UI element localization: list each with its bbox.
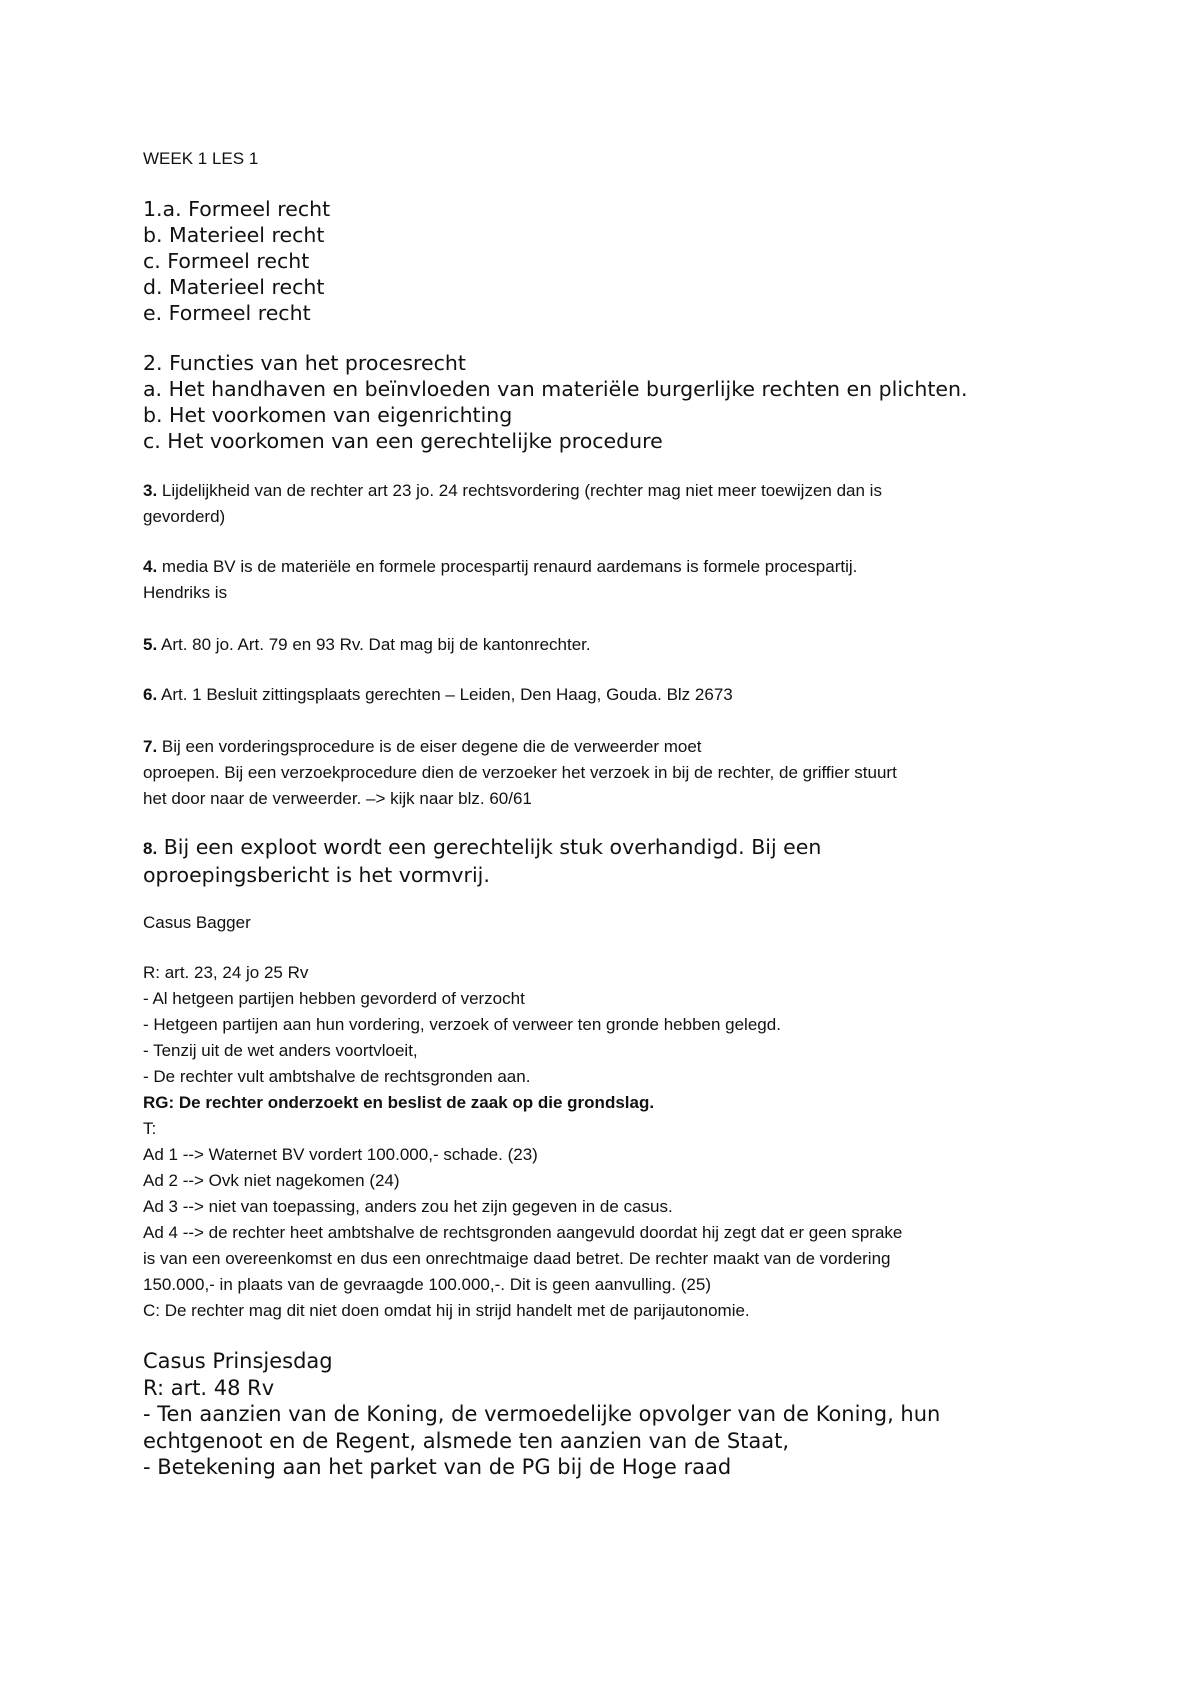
casus-bagger-body [143, 960, 1083, 1324]
application-item: 150.000,- in plaats van de gevraagde 100.000,-. Dit is geen aanvulling. (25) [143, 1275, 711, 1294]
answer-line: b. Het voorkomen van eigenrichting [143, 403, 513, 427]
answer-line: c. Formeel recht [143, 249, 310, 273]
application-item: Ad 1 --> Waternet BV vordert 100.000,- schade. (23) [143, 1145, 538, 1164]
rule-item: - Hetgeen partijen aan hun vordering, verzoek of verweer ten gronde hebben gelegd. [143, 1015, 781, 1034]
answer-line [143, 478, 1083, 504]
answer-line: oproepen. Bij een verzoekprocedure dien de verzoeker het verzoek in bij de rechter, de griffier stuurt [143, 763, 897, 782]
answer-line: Hendriks is [143, 583, 228, 602]
answer-text: Art. 80 jo. Art. 79 en 93 Rv. Dat mag bij de kantonrechter. [160, 635, 591, 654]
rule-item: - De rechter vult ambtshalve de rechtsgronden aan. [143, 1067, 531, 1086]
question-3 [143, 478, 1083, 530]
question-number: 5. [143, 635, 158, 654]
casus-prinsjesdag [143, 1348, 1083, 1481]
rule-item: - Tenzij uit de wet anders voortvloeit, [143, 1041, 418, 1060]
application-item: Ad 4 --> de rechter heet ambtshalve de rechtsgronden aangevuld doordat hij zegt dat er geen sprake [143, 1223, 903, 1242]
question-number: 8. [143, 839, 158, 858]
casus-bagger-title: Casus Bagger [143, 913, 251, 932]
question-number: 3. [143, 481, 158, 500]
section-1-answers [143, 196, 1083, 326]
answer-line: 1.a. Formeel recht [143, 197, 331, 221]
answer-text: Art. 1 Besluit zittingsplaats gerechten – Leiden, Den Haag, Gouda. Blz 2673 [160, 685, 733, 704]
section-2-functions [143, 350, 1083, 454]
question-number: 7. [143, 737, 158, 756]
answer-line: het door naar de verweerder. –> kijk naar blz. 60/61 [143, 789, 532, 808]
answer-line: e. Formeel recht [143, 301, 311, 325]
rule-item: - Betekening aan het parket van de PG bij de Hoge raad [143, 1455, 732, 1479]
answer-text: Bij een exploot wordt een gerechtelijk stuk overhandigd. Bij een [163, 835, 822, 859]
rule-reference: R: art. 48 Rv [143, 1375, 275, 1400]
answer-text: media BV is de materiële en formele procespartij renaurd aardemans is formele procespartij. [161, 557, 858, 576]
answer-line: gevorderd) [143, 507, 226, 526]
rule-item: echtgenoot en de Regent, alsmede ten aanzien van de Staat, [143, 1428, 790, 1453]
question-4 [143, 554, 1083, 606]
answer-line: b. Materieel recht [143, 223, 325, 247]
casus-prinsjesdag-title: Casus Prinsjesdag [143, 1349, 333, 1373]
answer-line: d. Materieel recht [143, 275, 325, 299]
application-item: Ad 2 --> Ovk niet nagekomen (24) [143, 1171, 400, 1190]
question-5 [143, 632, 1083, 658]
answer-line [143, 682, 1083, 708]
question-6 [143, 682, 1083, 708]
rule-reference: R: art. 23, 24 jo 25 Rv [143, 963, 309, 982]
answer-line: oproepingsbericht is het vormvrij. [143, 863, 490, 887]
section-heading: 2. Functies van het procesrecht [143, 351, 466, 375]
answer-line: c. Het voorkomen van een gerechtelijke procedure [143, 429, 663, 453]
answer-line [143, 834, 1083, 862]
question-number: 4. [143, 557, 158, 576]
application-item: is van een overeenkomst en dus een onrechtmaige daad betret. De rechter maakt van de vordering [143, 1249, 891, 1268]
question-number: 6. [143, 685, 158, 704]
answer-text: Bij een vorderingsprocedure is de eiser degene die de verweerder moet [161, 737, 702, 756]
rule-item: - Al hetgeen partijen hebben gevorderd of verzocht [143, 989, 525, 1008]
conclusion: C: De rechter mag dit niet doen omdat hij in strijd handelt met de parijautonomie. [143, 1301, 750, 1320]
question-8 [143, 834, 1083, 888]
rule-statement: RG: De rechter onderzoekt en beslist de zaak op die grondslag. [143, 1093, 655, 1112]
answer-text: Lijdelijkheid van de rechter art 23 jo. 24 rechtsvordering (rechter mag niet meer toewijzen dan is [161, 481, 882, 500]
question-7 [143, 734, 1083, 812]
answer-line [143, 632, 1083, 658]
document-page [143, 146, 1083, 1481]
answer-line [143, 734, 1083, 760]
application-item: Ad 3 --> niet van toepassing, anders zou het zijn gegeven in de casus. [143, 1197, 673, 1216]
rule-item: - Ten aanzien van de Koning, de vermoedelijke opvolger van de Koning, hun [143, 1402, 941, 1426]
application-label: T: [143, 1119, 157, 1138]
page-title: WEEK 1 LES 1 [143, 149, 259, 168]
answer-line [143, 554, 1083, 580]
answer-line: a. Het handhaven en beïnvloeden van materiële burgerlijke rechten en plichten. [143, 377, 968, 401]
